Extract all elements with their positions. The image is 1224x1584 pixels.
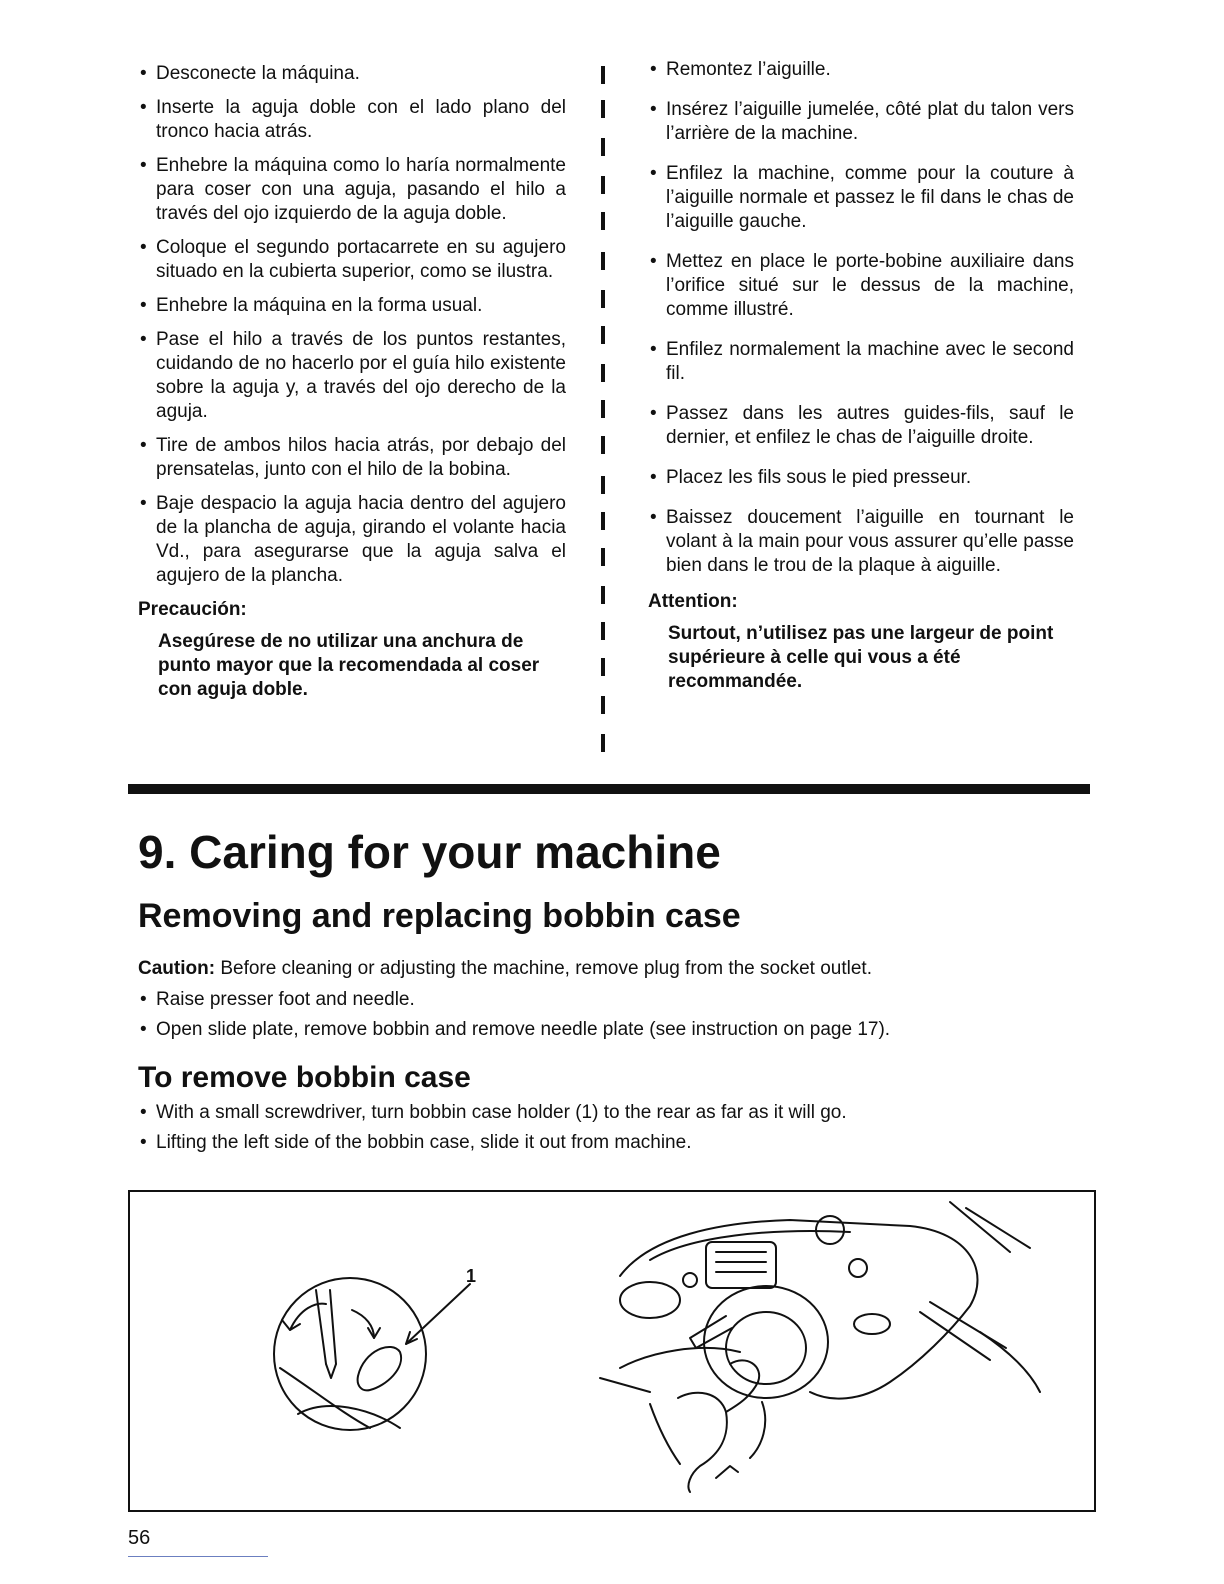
bobbin-case-illustration — [130, 1192, 1094, 1510]
page-number: 56 — [128, 1527, 151, 1549]
list-item: • Raise presser foot and needle. — [138, 987, 1038, 1013]
list-item: • Lifting the left side of the bobbin case, slide it out from machine. — [138, 1130, 1038, 1156]
feed-dogs — [706, 1242, 776, 1288]
spanish-bullet-list — [138, 62, 566, 588]
change-bar — [601, 586, 605, 604]
change-bar — [601, 436, 605, 454]
change-bar — [601, 100, 605, 118]
list-item: • Insérez l’aiguille jumelée, côté plat du talon vers l’arrière de la machine. — [648, 98, 1074, 146]
caution-label: Caution: — [138, 958, 216, 979]
change-bar — [601, 476, 605, 494]
list-item: • Desconecte la máquina. — [138, 62, 566, 86]
spanish-note-title: Precaución: — [138, 599, 247, 620]
change-bar — [601, 400, 605, 418]
change-bar — [601, 66, 605, 84]
change-bar — [601, 512, 605, 530]
list-item: • Inserte la aguja doble con el lado plano del tronco hacia atrás. — [138, 96, 566, 144]
list-item: • Enhebre la máquina como lo haría normalmente para coser con una aguja, pasando el hilo a través del ojo izquierdo de la aguja doble. — [138, 154, 566, 226]
change-bar — [601, 252, 605, 270]
list-item: • Passez dans les autres guides-fils, sauf le dernier, et enfilez le chas de l’aiguille droite. — [648, 402, 1074, 450]
french-note-body: Surtout, n’utilisez pas une largeur de point supérieure à celle qui vous a été recommandée. — [668, 623, 1054, 692]
subsection-title: To remove bobbin case — [138, 1061, 471, 1094]
change-bar — [601, 658, 605, 676]
section-divider — [128, 784, 1090, 794]
list-item: • Enfilez la machine, comme pour la couture à l’aiguille normale et passez le fil dans le chas de l’aiguille gauche. — [648, 162, 1074, 234]
list-item: • Baissez doucement l’aiguille en tournant le volant à la main pour vous assurer qu’elle passe bien dans le trou de la plaque à aiguille. — [648, 506, 1074, 578]
needle-plate-area — [620, 1220, 978, 1399]
list-item: • Mettez en place le porte-bobine auxiliaire dans l’orifice situé sur le dessus de la machine, comme illustré. — [648, 250, 1074, 322]
caution-line — [138, 956, 872, 982]
list-item: • Tire de ambos hilos hacia atrás, por debajo del prensatelas, junto con el hilo de la bobina. — [138, 434, 566, 482]
list-item: • Remontez l’aiguille. — [648, 58, 1074, 82]
list-item: • Baje despacio la aguja hacia dentro del agujero de la plancha de aguja, girando el volante hacia Vd., para asegurarse que la aguja salva el agujero de la plancha. — [138, 492, 566, 588]
change-bar — [601, 622, 605, 640]
change-bar — [601, 364, 605, 382]
spanish-note-body: Asegúrese de no utilizar una anchura de punto mayor que la recomendada al coser con aguja doble. — [158, 631, 540, 700]
callout-number: 1 — [466, 1266, 477, 1286]
hand-illustration — [620, 1348, 740, 1368]
main-bullet-list — [138, 987, 1038, 1047]
bobbin-case-holder — [358, 1347, 401, 1390]
bobbin-case — [704, 1286, 828, 1398]
sub-bullet-list — [138, 1100, 1038, 1160]
screwdriver — [316, 1290, 326, 1364]
list-item: • Pase el hilo a través de los puntos restantes, cuidando de no hacerlo por el guía hilo existente sobre la aguja y, a través del ojo derecho de la aguja. — [138, 328, 566, 424]
french-bullet-list — [648, 58, 1074, 578]
change-bar — [601, 696, 605, 714]
spanish-column — [138, 62, 566, 702]
column-divider-marks — [601, 66, 607, 756]
list-item: • Enfilez normalement la machine avec le second fil. — [648, 338, 1074, 386]
change-bar — [601, 326, 605, 344]
change-bar — [601, 548, 605, 566]
section-title: Removing and replacing bobbin case — [138, 897, 741, 935]
footer-line — [128, 1556, 268, 1557]
list-item: • Open slide plate, remove bobbin and remove needle plate (see instruction on page 17). — [138, 1017, 1038, 1043]
change-bar — [601, 290, 605, 308]
caution-text: Before cleaning or adjusting the machine, remove plug from the socket outlet. — [220, 958, 872, 979]
list-item: • With a small screwdriver, turn bobbin case holder (1) to the rear as far as it will go. — [138, 1100, 1038, 1126]
french-note-title: Attention: — [648, 591, 738, 612]
change-bar — [601, 734, 605, 752]
list-item: • Enhebre la máquina en la forma usual. — [138, 294, 566, 318]
change-bar — [601, 138, 605, 156]
illustration-frame — [128, 1190, 1096, 1512]
list-item: • Placez les fils sous le pied presseur. — [648, 466, 1074, 490]
change-bar — [601, 212, 605, 230]
chapter-title: 9. Caring for your machine — [138, 826, 721, 878]
french-column — [648, 58, 1074, 694]
list-item: • Coloque el segundo portacarrete en su agujero situado en la cubierta superior, como se ilustra. — [138, 236, 566, 284]
change-bar — [601, 176, 605, 194]
